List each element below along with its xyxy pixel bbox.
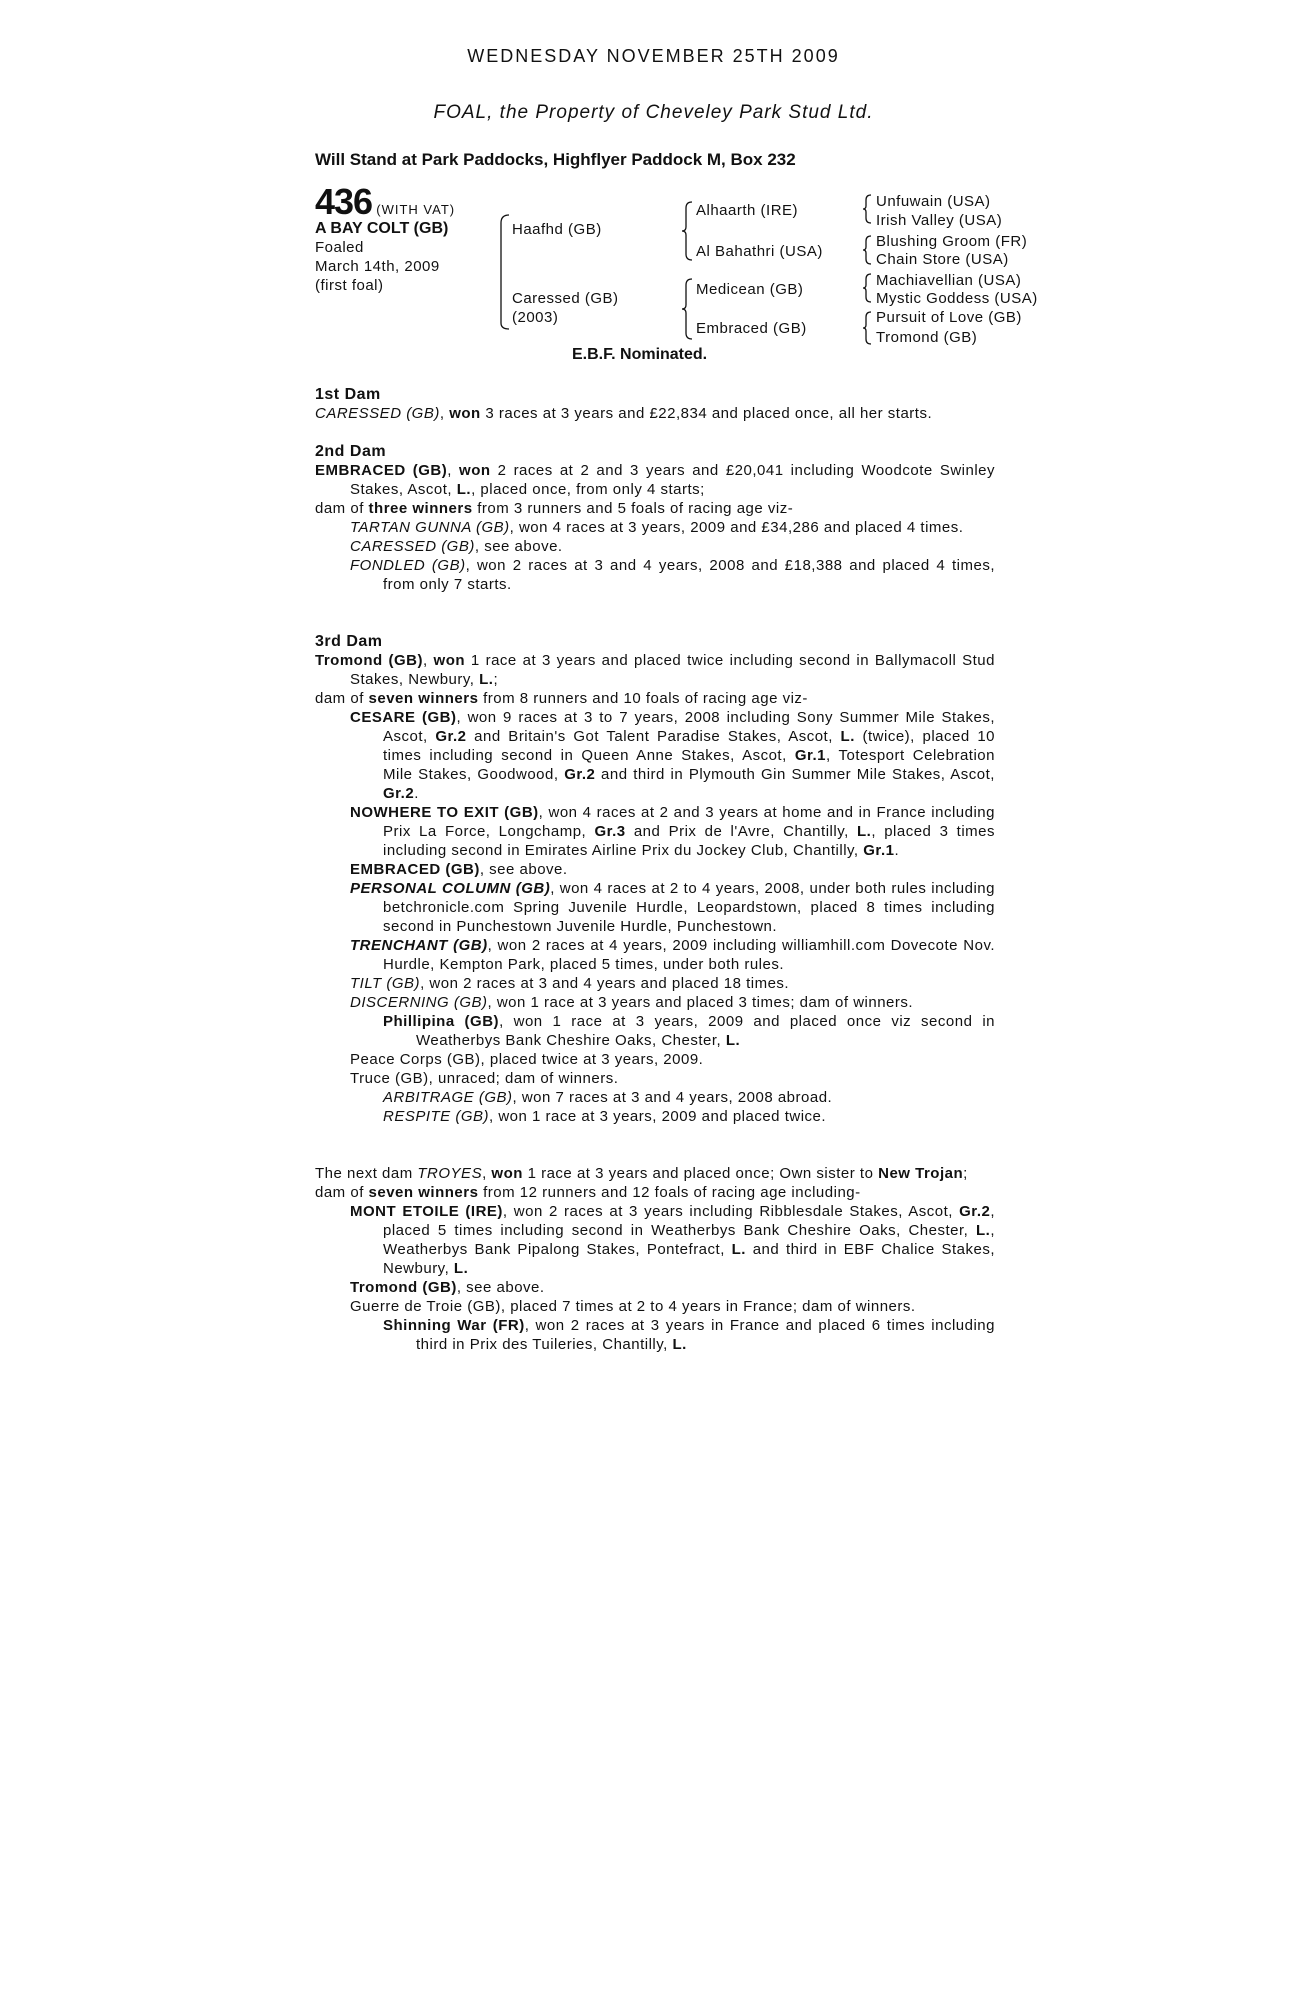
second-dam-text1: 2 races at 2 and 3 years and £20,041 including Woodcote Swinley Stakes, Ascot, xyxy=(350,462,996,498)
second-dam-heading: 2nd Dam xyxy=(315,443,387,460)
progeny-text: and Britain's Got Talent Paradise Stakes, Ascot, xyxy=(466,728,841,745)
foal-note: (first foal) xyxy=(315,277,384,294)
sire-name: Haafhd (GB) xyxy=(512,221,602,238)
first-dam-won: won xyxy=(449,405,481,422)
gen3-dds: Pursuit of Love (GB) xyxy=(876,309,1022,326)
sire-sire: Alhaarth (IRE) xyxy=(696,202,799,219)
brace-gen3-2 xyxy=(861,234,873,266)
sire-dam: Al Bahathri (USA) xyxy=(696,243,823,260)
progeny-text: , Totesport Celebration Mile Stakes, Goodwood, xyxy=(383,747,995,783)
next-dam-text: 1 race at 3 years and placed once; Own sister to xyxy=(522,1165,879,1182)
progeny-name: CESARE (GB) xyxy=(350,709,457,726)
next-dam-name: TROYES xyxy=(417,1165,483,1182)
progeny-text: , won 2 races at 3 and 4 years and placed 18 times. xyxy=(420,975,790,992)
progeny-text: , won 4 races at 2 and 3 years at home and in France including Prix La Force, Longchamp, xyxy=(383,804,995,840)
progeny-text: and third in EBF Chalice Stakes, Newbury, xyxy=(383,1241,996,1277)
first-dam-name: CARESSED (GB) xyxy=(315,405,440,422)
progeny-name: TILT (GB) xyxy=(350,975,421,992)
grade: Gr.2 xyxy=(564,766,596,783)
next-dam-winners: seven winners xyxy=(368,1184,479,1201)
gen3-dss: Machiavellian (USA) xyxy=(876,272,1022,289)
progeny-text: , Weatherbys Bank Pipalong Stakes, Pontefract, xyxy=(383,1222,995,1258)
grade: L. xyxy=(725,1032,741,1049)
progeny-text: , won 9 races at 3 to 7 years, 2008 including Sony Summer Mile Stakes, Ascot, xyxy=(383,709,996,745)
grade: Gr.2 xyxy=(959,1203,991,1220)
progeny-name: RESPITE (GB) xyxy=(383,1108,490,1125)
progeny-name: EMBRACED (GB) xyxy=(350,861,480,878)
grade: L. xyxy=(672,1336,687,1353)
second-dam-section: 2nd Dam EMBRACED (GB), won 2 races at 2 and 3 years and £20,041 including Woodcote Swinley Stakes, Ascot, L., placed once, from only 4 starts; dam of three winners from 3 runners and 5 foals of racing age viz- TARTAN GUNNA (GB), won 4 races at 3 years, 2009 and £34,286 and placed 4 times. CARESSED (GB), see above. FONDLED (GB), won 2 races at 3 and 4 years, 2008 and £18,388 and placed 4 times, from only 7 starts. xyxy=(315,443,996,593)
progeny-name: Shinning War (FR) xyxy=(383,1317,525,1334)
progeny-text: , won 2 races at 3 years including Ribblesdale Stakes, Ascot, xyxy=(502,1203,960,1220)
stand-location: Will Stand at Park Paddocks, Highflyer Paddock M, Box 232 xyxy=(315,150,796,169)
progeny-text: and Prix de l'Avre, Chantilly, xyxy=(625,823,857,840)
progeny-text: , won 2 races at 3 and 4 years, 2008 and £18,388 and placed 4 times, from only 7 starts. xyxy=(383,557,995,593)
second-dam-winners-text: from 3 runners and 5 foals of racing age viz- xyxy=(472,500,794,517)
grade: L. xyxy=(975,1222,991,1239)
lot-number: 436 xyxy=(315,181,373,222)
progeny-text: , won 1 race at 3 years, 2009 and placed once viz second in Weatherbys Bank Cheshire Oaks, Chester, xyxy=(416,1013,995,1049)
first-dam-section: 1st Dam CARESSED (GB), won 3 races at 3 years and £22,834 and placed once, all her starts. xyxy=(315,385,995,423)
progeny-text: , won 7 races at 3 and 4 years, 2008 abroad. xyxy=(512,1089,833,1106)
progeny-text: , won 4 races at 2 to 4 years, 2008, under both rules including betchronicle.com Spring Juvenile Hurdle, Leopardstown, placed 8 times including second in Punchestown Juvenile Hurdle, Punchestown. xyxy=(383,880,995,935)
lot-title: A BAY COLT (GB) xyxy=(315,220,449,237)
progeny-name: TRENCHANT (GB) xyxy=(350,937,488,954)
third-dam-listed: L. xyxy=(479,671,494,688)
dam-sire: Medicean (GB) xyxy=(696,281,804,298)
third-dam-winners-text: from 8 runners and 10 foals of racing age viz- xyxy=(478,690,808,707)
progeny-name: MONT ETOILE (IRE) xyxy=(350,1203,503,1220)
brace-gen3-1 xyxy=(861,193,873,225)
progeny-name: Phillipina (GB) xyxy=(383,1013,500,1030)
progeny-text: , see above. xyxy=(479,861,568,878)
gen3-sdd: Chain Store (USA) xyxy=(876,251,1009,268)
brace-dam-line xyxy=(680,277,694,341)
progeny-truce: Truce (GB), unraced; dam of winners. xyxy=(350,1070,619,1087)
progeny-text: . xyxy=(894,842,900,859)
progeny-text: , won 2 races at 4 years, 2009 including williamhill.com Dovecote Nov. Hurdle, Kempton Park, placed 5 times, under both rules. xyxy=(383,937,995,973)
progeny-name: TARTAN GUNNA (GB) xyxy=(350,519,510,536)
third-dam-name: Tromond (GB) xyxy=(315,652,423,669)
next-dam-text: The next dam xyxy=(315,1165,418,1182)
dam-year: (2003) xyxy=(512,309,559,326)
property-line: FOAL, the Property of Cheveley Park Stud Ltd. xyxy=(433,102,874,123)
progeny-text: , won 1 race at 3 years, 2009 and placed twice. xyxy=(489,1108,827,1125)
third-dam-heading: 3rd Dam xyxy=(315,633,383,650)
gen3-dsd: Mystic Goddess (USA) xyxy=(876,290,1038,307)
progeny-name: CARESSED (GB) xyxy=(350,538,475,555)
progeny-text: , won 1 race at 3 years and placed 3 times; dam of winners. xyxy=(487,994,914,1011)
dam-dam: Embraced (GB) xyxy=(696,320,807,337)
progeny-name: Tromond (GB) xyxy=(350,1279,457,1296)
vat-note: (WITH VAT) xyxy=(376,202,456,217)
grade: L. xyxy=(840,728,855,745)
second-dam-text2: , placed once, from only 4 starts; xyxy=(471,481,705,498)
brace-sire-dam xyxy=(497,213,511,331)
first-dam-heading: 1st Dam xyxy=(315,386,381,403)
grade: Gr.3 xyxy=(594,823,626,840)
progeny-name: DISCERNING (GB) xyxy=(350,994,488,1011)
gen3-sss: Unfuwain (USA) xyxy=(876,193,991,210)
brace-gen3-3 xyxy=(861,272,873,304)
progeny-name: ARBITRAGE (GB) xyxy=(383,1089,513,1106)
second-dam-name: EMBRACED (GB) xyxy=(315,462,448,479)
second-dam-won: won xyxy=(459,462,491,479)
brace-gen3-4 xyxy=(861,310,873,346)
foaled-date: March 14th, 2009 xyxy=(315,258,440,275)
grade: Gr.2 xyxy=(383,785,415,802)
ebf-nominated: E.B.F. Nominated. xyxy=(572,346,708,363)
next-dam-text: , xyxy=(482,1165,492,1182)
progeny-name: FONDLED (GB) xyxy=(350,557,466,574)
progeny-name: PERSONAL COLUMN (GB) xyxy=(350,880,551,897)
grade: Gr.1 xyxy=(794,747,827,764)
progeny-text: , see above. xyxy=(474,538,563,555)
next-dam-section xyxy=(315,1164,995,1354)
progeny-text: , won 2 races at 3 years in France and placed 6 times including third in Prix des Tuileries, Chantilly, xyxy=(416,1317,995,1353)
progeny-peace-corps: Peace Corps (GB), placed twice at 3 years, 2009. xyxy=(350,1051,704,1068)
gen3-ssd: Irish Valley (USA) xyxy=(876,212,1003,229)
progeny-text: . xyxy=(414,785,419,802)
progeny-name: NOWHERE TO EXIT (GB) xyxy=(350,804,539,821)
brace-sire-line xyxy=(680,200,694,262)
grade: Gr.2 xyxy=(435,728,467,745)
next-dam-won: won xyxy=(491,1165,523,1182)
grade: Gr.1 xyxy=(863,842,895,859)
next-dam-winners-text: from 12 runners and 12 foals of racing age including- xyxy=(478,1184,861,1201)
third-dam-text1: 1 race at 3 years and placed twice including second in Ballymacoll Stud Stakes, Newbury, xyxy=(350,652,995,688)
grade: L. xyxy=(453,1260,469,1277)
lot-info xyxy=(315,181,456,295)
next-dam-text: ; xyxy=(963,1165,968,1182)
grade: L. xyxy=(731,1241,746,1258)
grade: L. xyxy=(856,823,872,840)
third-dam-winners: seven winners xyxy=(368,690,479,707)
progeny-guerre-de-troie: Guerre de Troie (GB), placed 7 times at 2 to 4 years in France; dam of winners. xyxy=(350,1298,916,1315)
gen3-ddd: Tromond (GB) xyxy=(876,329,978,346)
foaled-label: Foaled xyxy=(315,239,364,256)
third-dam-text2: ; xyxy=(493,671,499,688)
progeny-text: , placed 3 times including second in Emirates Airline Prix du Jockey Club, Chantilly, xyxy=(383,823,995,859)
second-dam-winners: three winners xyxy=(368,500,473,517)
first-dam-text: 3 races at 3 years and £22,834 and placed once, all her starts. xyxy=(480,405,933,422)
second-dam-damof: dam of xyxy=(315,500,369,517)
next-dam-sister: New Trojan xyxy=(878,1165,964,1182)
sale-date: WEDNESDAY NOVEMBER 25TH 2009 xyxy=(467,46,840,66)
progeny-text: , see above. xyxy=(456,1279,545,1296)
gen3-sds: Blushing Groom (FR) xyxy=(876,233,1028,250)
dam-name: Caressed (GB) xyxy=(512,290,619,307)
progeny-text: , won 4 races at 3 years, 2009 and £34,286 and placed 4 times. xyxy=(509,519,964,536)
second-dam-listed: L. xyxy=(456,481,472,498)
progeny-text: and third in Plymouth Gin Summer Mile Stakes, Ascot, xyxy=(595,766,995,783)
next-dam-damof: dam of xyxy=(315,1184,369,1201)
third-dam-section: 3rd Dam Tromond (GB), won 1 race at 3 years and placed twice including second in Ballymacoll Stud Stakes, Newbury, L.; dam of seven winners from 8 runners and 10 foals of racing age viz- CESARE (GB), won 9 races at 3 to 7 years, 2008 including Sony Summer Mile Stakes, Ascot, Gr.2 and Britain's Got Talent Paradise Stakes, Ascot, L. (twice), placed 10 times including second in Queen Anne Stakes, Ascot, Gr.1, Totesport Celebration Mile Stakes, Goodwood, Gr.2 and third in Plymouth Gin Summer Mile Stakes, Ascot, Gr.2. NOWHERE TO EXIT (GB), won 4 races at 2 and 3 years at home and in France including Prix La Force, Longchamp, Gr.3 and Prix de l'Avre, Chantilly, L., placed 3 times including second in Emirates Airline Prix du Jockey Club, Chantilly, Gr.1. EMBRACED (GB), see above. PERSONAL COLUMN (GB), won 4 races at 2 to 4 years, 2008, under both rules including betchronicle.com Spring Juvenile Hurdle, Leopardstown, placed 8 times including second in Punchestown Juvenile Hurdle, Punchestown. TRENCHANT (GB), won 2 races at 4 years, 2009 including williamhill.com Dovecote Nov. Hurdle, Kempton Park, placed 5 times, under both rules. TILT (GB), won 2 races at 3 and 4 years and placed 18 times. DISCERNING (GB), won 1 race at 3 years and placed 3 times; dam of winners. Phillipina (GB), won 1 race at 3 years, 2009 and placed once viz second in Weatherbys Bank Cheshire Oaks, Chester, L. Peace Corps (GB), placed twice at 3 years, 2009. Truce (GB), unraced; dam of winners. ARBITRAGE (GB), won 7 races at 3 and 4 years, 2008 abroad. RESPITE (GB), won 1 race at 3 years, 2009 and placed twice. xyxy=(315,633,996,1125)
third-dam-won: won xyxy=(433,652,466,669)
progeny-text: (twice), placed 10 times including second in Queen Anne Stakes, Ascot, xyxy=(383,728,995,764)
third-dam-damof: dam of xyxy=(315,690,369,707)
progeny-text: , placed 5 times including second in Weatherbys Bank Cheshire Oaks, Chester, xyxy=(383,1203,995,1239)
